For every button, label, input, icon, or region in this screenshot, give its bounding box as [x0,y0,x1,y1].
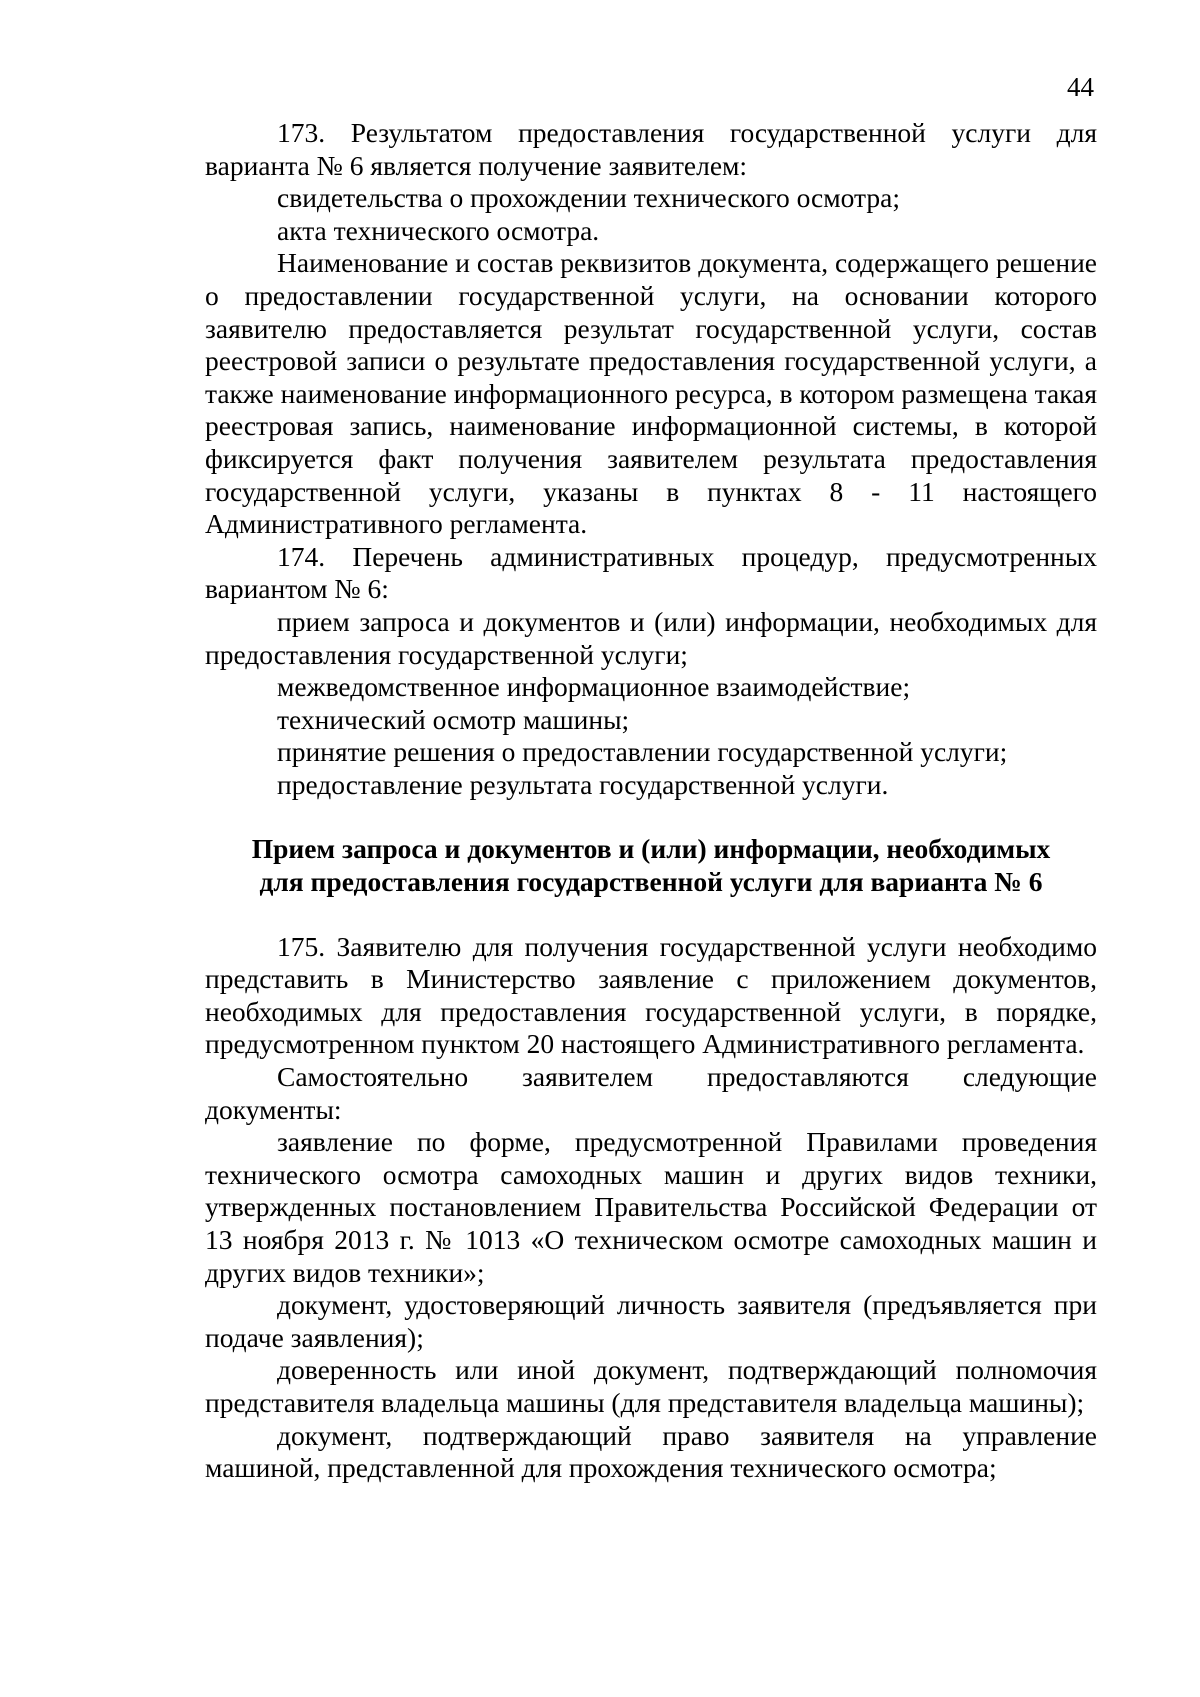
procedure-item-inspection: технический осмотр машины; [277,703,630,735]
procedure-item-interagency: межведомственное информационное взаимодействие; [277,671,911,703]
result-item-certificate: свидетельства о прохождении технического осмотра; [277,182,900,214]
document-item-driving-right: документ, подтверждающий право заявителя на управление машиной, представленной для прохождения технического осмотра; [205,1419,1097,1484]
paragraph-174: 174. Перечень административных процедур, предусмотренных вариантом № 6: [205,540,1097,605]
paragraph-requisites: Наименование и состав реквизитов документа, содержащего решение о предоставлении государственной услуги, на основании которого заявителю предоставляется результат государственной услуги, состав реестровой записи о результате предоставления государственной услуги, а также наименование информационного ресурса, в котором размещена такая реестровая запись, наименование информационной системы, в которой фиксируется факт получения заявителем результата предоставления государственной услуги, указаны в пунктах 8 - 11 настоящего Административного регламента. [205,247,1097,540]
section-heading [205,833,1097,898]
page-number: 44 [1067,72,1094,102]
result-item-act: акта технического осмотра. [277,214,600,246]
procedure-item-result: предоставление результата государственной услуги. [277,768,889,800]
procedure-item-request: прием запроса и документов и (или) информации, необходимых для предоставления государственной услуги; [205,605,1097,670]
procedure-item-decision: принятие решения о предоставлении государственной услуги; [277,736,1008,768]
document-item-power-of-attorney: доверенность или иной документ, подтверждающий полномочия представителя владельца машины (для представителя владельца машины); [205,1354,1097,1418]
paragraph-own-documents: Самостоятельно заявителем предоставляются следующие документы: [205,1061,1097,1125]
document-body [205,117,1097,1485]
document-item-application: заявление по форме, предусмотренной Правилами проведения технического осмотра самоходных машин и других видов техники, утвержденных постановлением Правительства Российской Федерации от 13 ноября 2013 г. № 1013 «О техническом осмотре самоходных машин и других видов техники»; [205,1126,1097,1288]
section-heading-line-2: для предоставления государственной услуги для варианта № 6 [259,866,1043,898]
paragraph-175: 175. Заявителю для получения государственной услуги необходимо представить в Министерство заявление с приложением документов, необходимых для предоставления государственной услуги, в порядке, предусмотренном пунктом 20 настоящего Административного регламента. [205,930,1097,1060]
document-item-identity: документ, удостоверяющий личность заявителя (предъявляется при подаче заявления); [205,1289,1097,1353]
paragraph-173: 173. Результатом предоставления государственной услуги для варианта № 6 является получение заявителем: [205,117,1097,181]
section-heading-line-1: Прием запроса и документов и (или) информации, необходимых [251,833,1051,865]
